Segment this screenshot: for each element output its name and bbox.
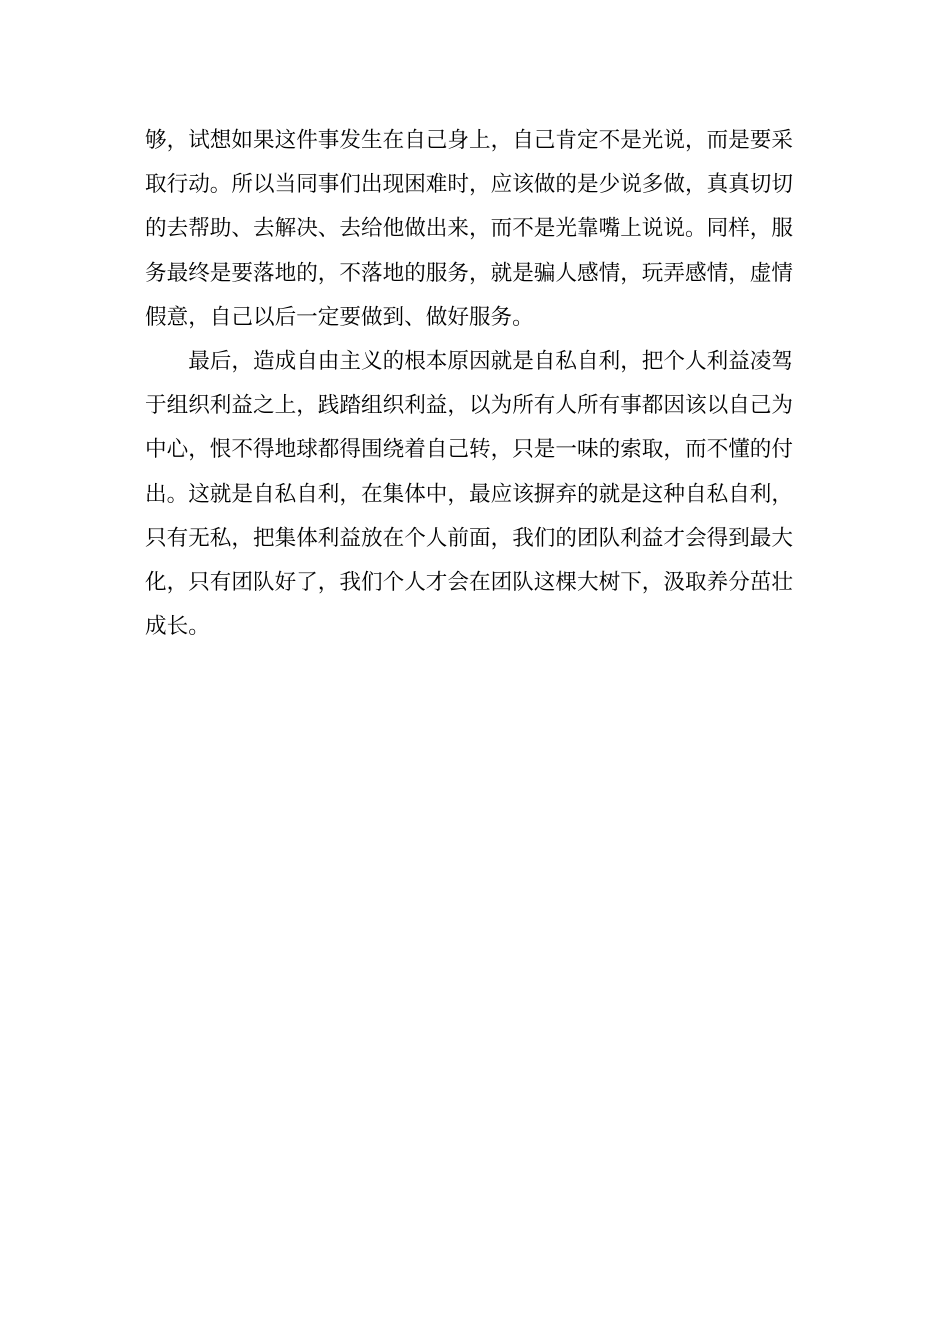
paragraph-continuation: 够，试想如果这件事发生在自己身上，自己肯定不是光说，而是要采取行动。所以当同事们出现困难时，应该做的是少说多做，真真切切的去帮助、去解决、去给他做出来，而不是光靠嘴上说说。同样，服务最终是要落地的，不落地的服务，就是骗人感情，玩弄感情，虚情假意，自己以后一定要做到、做好服务。 <box>145 128 793 330</box>
document-body <box>145 119 793 649</box>
paragraph-conclusion: 最后，造成自由主义的根本原因就是自私自利，把个人利益凌驾于组织利益之上，践踏组织利益，以为所有人所有事都因该以自己为中心，恨不得地球都得围绕着自己转，只是一味的索取，而不懂的付出。这就是自私自利，在集体中，最应该摒弃的就是这种自私自利，只有无私，把集体利益放在个人前面，我们的团队利益才会得到最大化，只有团队好了，我们个人才会在团队这棵大树下，汲取养分茁壮成长。 <box>145 349 793 640</box>
